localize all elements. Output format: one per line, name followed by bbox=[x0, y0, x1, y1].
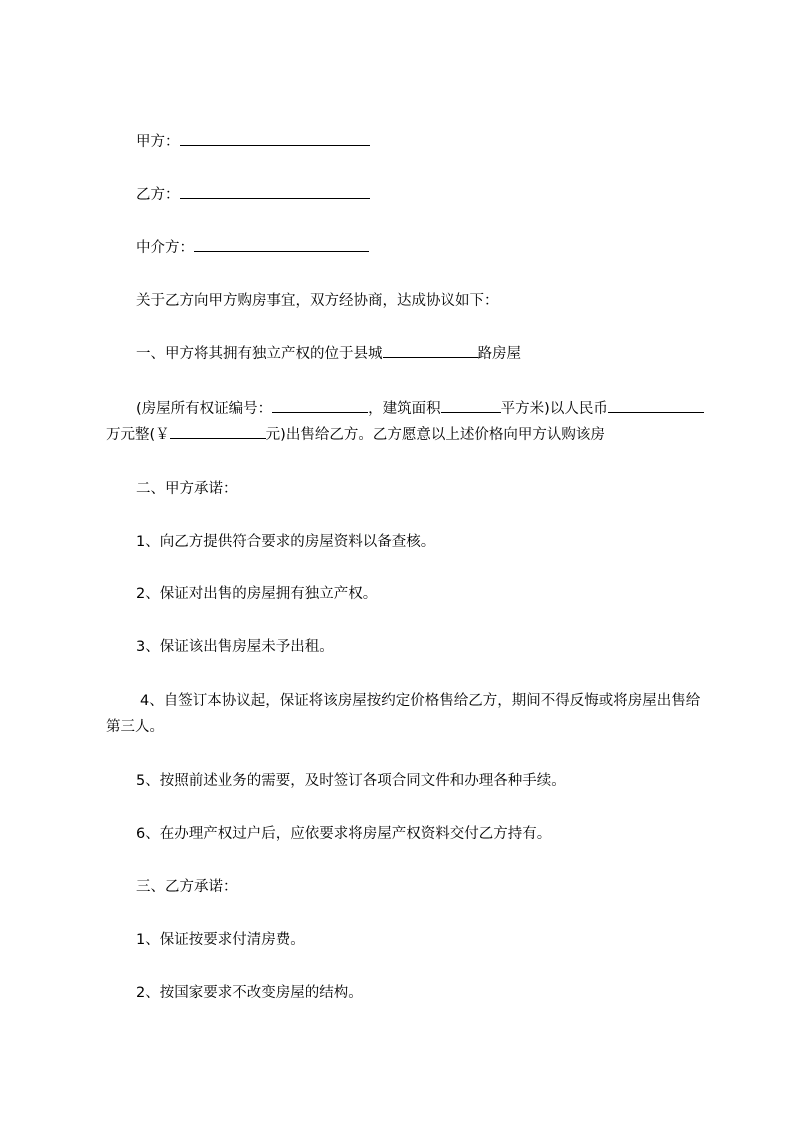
section1-text-3: 平方米)以人民币 bbox=[500, 401, 608, 417]
section2-item-6: 6、在办理产权过户后，应依要求将房屋产权资料交付乙方持有。 bbox=[136, 826, 552, 842]
party-a-blank bbox=[180, 131, 370, 146]
section1-line1-suffix: 路房屋 bbox=[477, 346, 521, 362]
section1-text-5: 元)出售给乙方。乙方愿意以上述价格向甲方认购该房 bbox=[265, 427, 605, 443]
section3-heading: 三、乙方承诺： bbox=[136, 879, 238, 895]
section1-line1-prefix: 一、甲方将其拥有独立产权的位于县城 bbox=[136, 346, 383, 362]
section2-item-3: 3、保证该出售房屋未予出租。 bbox=[136, 639, 334, 655]
intro-text: 关于乙方向甲方购房事宜，双方经协商，达成协议如下： bbox=[136, 293, 499, 309]
amount-figure-blank bbox=[170, 424, 266, 439]
section1-text-4: 万元整(￥ bbox=[106, 427, 170, 443]
party-b-blank bbox=[180, 184, 370, 199]
agent-label: 中介方： bbox=[136, 240, 194, 256]
party-b-line bbox=[136, 184, 370, 206]
section2-item-1: 1、向乙方提供符合要求的房屋资料以备查核。 bbox=[136, 534, 436, 550]
section1-text-2: ，建筑面积 bbox=[368, 401, 441, 417]
section1-text-1: (房屋所有权证编号： bbox=[136, 401, 273, 417]
section2-item-5: 5、按照前述业务的需要，及时签订各项合同文件和办理各种手续。 bbox=[136, 773, 566, 789]
agent-blank bbox=[194, 237, 369, 252]
section1-paragraph bbox=[106, 396, 706, 448]
area-blank bbox=[441, 398, 501, 413]
section1-line1 bbox=[136, 343, 521, 365]
section2-item-2: 2、保证对出售的房屋拥有独立产权。 bbox=[136, 586, 378, 602]
certificate-blank bbox=[272, 398, 368, 413]
amount-blank bbox=[608, 398, 704, 413]
section3-item-2: 2、按国家要求不改变房屋的结构。 bbox=[136, 985, 363, 1001]
agent-line bbox=[136, 237, 369, 259]
party-a-label: 甲方： bbox=[136, 134, 180, 150]
section2-item-4: 4、自签订本协议起，保证将该房屋按约定价格售给乙方，期间不得反悔或将房屋出售给第三人。 bbox=[106, 693, 701, 735]
section3-item-1: 1、保证按要求付清房费。 bbox=[136, 932, 305, 948]
party-a-line bbox=[136, 131, 370, 153]
street-blank bbox=[383, 343, 478, 358]
party-b-label: 乙方： bbox=[136, 187, 180, 203]
section2-heading: 二、甲方承诺： bbox=[136, 481, 238, 497]
